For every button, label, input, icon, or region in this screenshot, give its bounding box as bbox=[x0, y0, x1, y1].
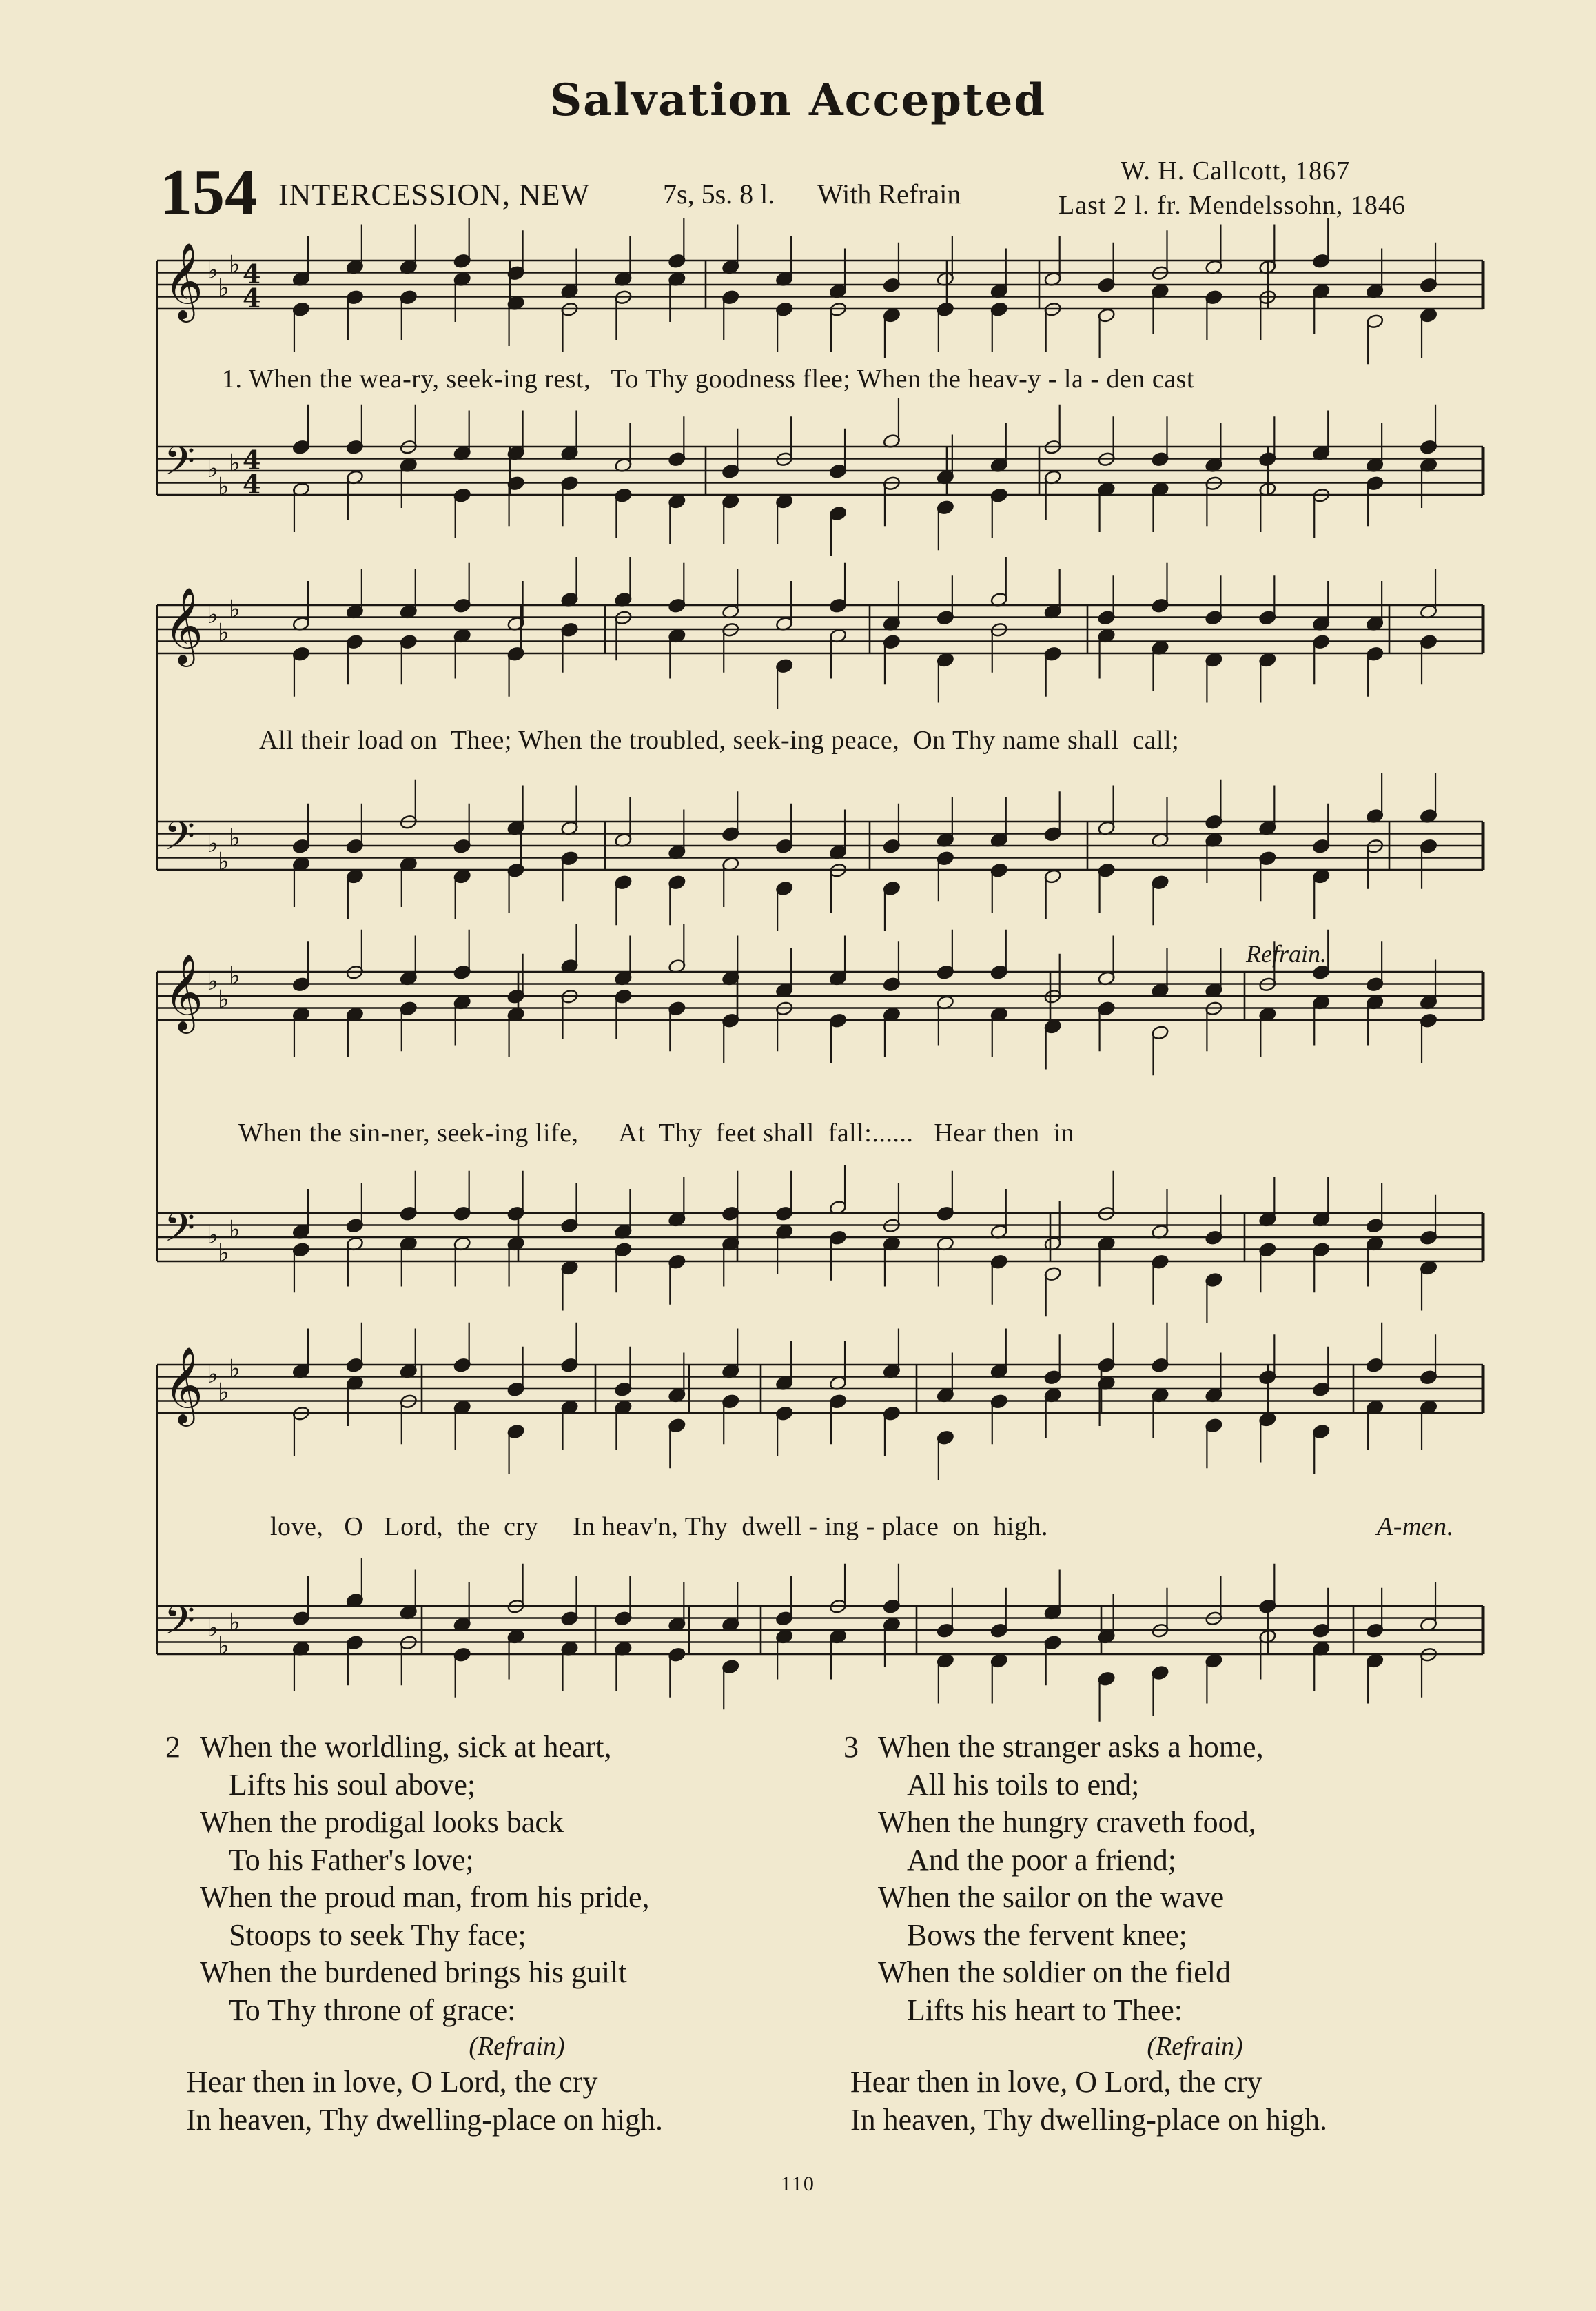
composer-credit: W. H. Callcott, 1867 bbox=[1121, 156, 1351, 185]
lyric-line-3: When the sin-ner, seek-ing life, At Thy feet shall fall:...... Hear then in bbox=[238, 1119, 1075, 1148]
flat-sign: ♭ bbox=[218, 619, 229, 647]
tune-name: INTERCESSION, NEW bbox=[278, 178, 591, 212]
flat-sign: ♭ bbox=[218, 986, 229, 1014]
verse-number: 2 bbox=[165, 1730, 181, 1764]
verse-3 bbox=[843, 1729, 1519, 2139]
flat-sign: ♭ bbox=[229, 1216, 241, 1244]
flat-sign: ♭ bbox=[207, 1221, 218, 1250]
flat-sign: ♭ bbox=[207, 1614, 218, 1642]
refrain-line: In heaven, Thy dwelling-place on high. bbox=[850, 2102, 1327, 2137]
flat-sign: ♭ bbox=[229, 1355, 241, 1383]
refrain-marker: Refrain. bbox=[1246, 940, 1327, 968]
meter: 7s, 5s. 8 l. bbox=[663, 179, 775, 210]
flat-sign: ♭ bbox=[218, 274, 229, 303]
flat-sign: ♭ bbox=[207, 455, 218, 483]
flat-sign: ♭ bbox=[218, 848, 229, 876]
verse-line: And the poor a friend; bbox=[907, 1842, 1176, 1877]
flat-sign: ♭ bbox=[229, 251, 241, 279]
flat-sign: ♭ bbox=[207, 256, 218, 285]
flat-sign: ♭ bbox=[207, 968, 218, 996]
verse-line: All his toils to end; bbox=[907, 1767, 1140, 1802]
flat-sign: ♭ bbox=[229, 1609, 241, 1637]
flat-sign: ♭ bbox=[229, 962, 241, 990]
flat-sign: ♭ bbox=[207, 830, 218, 858]
amen-lyric: A-men. bbox=[1377, 1512, 1454, 1541]
hymn-number: 154 bbox=[160, 156, 257, 228]
time-signature: 4 bbox=[243, 445, 261, 476]
verse-line: 2 When the worldling, sick at heart, bbox=[165, 1729, 841, 1767]
time-signature: 4 bbox=[243, 469, 261, 500]
refrain-line: Hear then in love, O Lord, the cry bbox=[186, 2065, 598, 2099]
refrain-line: In heaven, Thy dwelling-place on high. bbox=[186, 2102, 663, 2137]
lyric-line-1: 1. When the wea-ry, seek-ing rest, To Thy goodness flee; When the heav-y - la - den cast bbox=[222, 365, 1194, 394]
refrain-label: (Refrain) bbox=[469, 2032, 565, 2061]
verse-line: Stoops to seek Thy face; bbox=[229, 1917, 526, 1952]
flat-sign: ♭ bbox=[229, 824, 241, 853]
verse-line: When the burdened brings his guilt bbox=[200, 1955, 627, 1989]
flat-sign: ♭ bbox=[229, 449, 241, 478]
refrain-label: (Refrain) bbox=[1147, 2032, 1243, 2061]
bass-clef: 𝄢 bbox=[164, 813, 196, 869]
treble-clef: 𝄞 bbox=[164, 1346, 203, 1423]
verse-line: When the soldier on the field bbox=[878, 1955, 1231, 1989]
verse-line: When the hungry craveth food, bbox=[878, 1805, 1256, 1839]
verse-line: 3 When the stranger asks a home, bbox=[843, 1729, 1519, 1767]
refrain-note: With Refrain bbox=[817, 179, 961, 210]
treble-clef: 𝄞 bbox=[164, 587, 203, 664]
verse-line: To his Father's love; bbox=[229, 1842, 474, 1877]
verse-line: Lifts his heart to Thee: bbox=[907, 1993, 1183, 2027]
verse-line: When the sailor on the wave bbox=[878, 1880, 1225, 1914]
treble-clef: 𝄞 bbox=[164, 242, 203, 319]
flat-sign: ♭ bbox=[229, 595, 241, 624]
lyric-line-2: All their load on Thee; When the troubled, seek-ing peace, On Thy name shall call; bbox=[259, 726, 1180, 755]
flat-sign: ♭ bbox=[207, 1361, 218, 1389]
verse-line: Bows the fervent knee; bbox=[907, 1917, 1187, 1952]
refrain-line: Hear then in love, O Lord, the cry bbox=[850, 2065, 1262, 2099]
time-signature: 4 bbox=[243, 283, 261, 314]
flat-sign: ♭ bbox=[218, 1632, 229, 1660]
treble-clef: 𝄞 bbox=[164, 953, 203, 1030]
flat-sign: ♭ bbox=[218, 473, 229, 501]
time-signature: 4 bbox=[243, 258, 261, 289]
arranger-credit: Last 2 l. fr. Mendelssohn, 1846 bbox=[1058, 191, 1406, 220]
verse-line: Lifts his soul above; bbox=[229, 1767, 476, 1802]
page-number: 110 bbox=[781, 2172, 815, 2195]
flat-sign: ♭ bbox=[218, 1239, 229, 1268]
page-title: Salvation Accepted bbox=[549, 74, 1047, 126]
bass-clef: 𝄢 bbox=[164, 438, 196, 494]
flat-sign: ♭ bbox=[207, 601, 218, 629]
bass-clef: 𝄢 bbox=[164, 1204, 196, 1261]
flat-sign: ♭ bbox=[218, 1378, 229, 1407]
verse-line: To Thy throne of grace: bbox=[229, 1993, 516, 2027]
verse-number: 3 bbox=[843, 1730, 859, 1764]
bass-clef: 𝄢 bbox=[164, 1597, 196, 1653]
verse-line: When the proud man, from his pride, bbox=[200, 1880, 650, 1914]
verse-line: When the prodigal looks back bbox=[200, 1805, 564, 1839]
lyric-line-4: love, O Lord, the cry In heav'n, Thy dwell - ing - place on high. bbox=[270, 1512, 1048, 1541]
verse-2 bbox=[165, 1729, 841, 2139]
